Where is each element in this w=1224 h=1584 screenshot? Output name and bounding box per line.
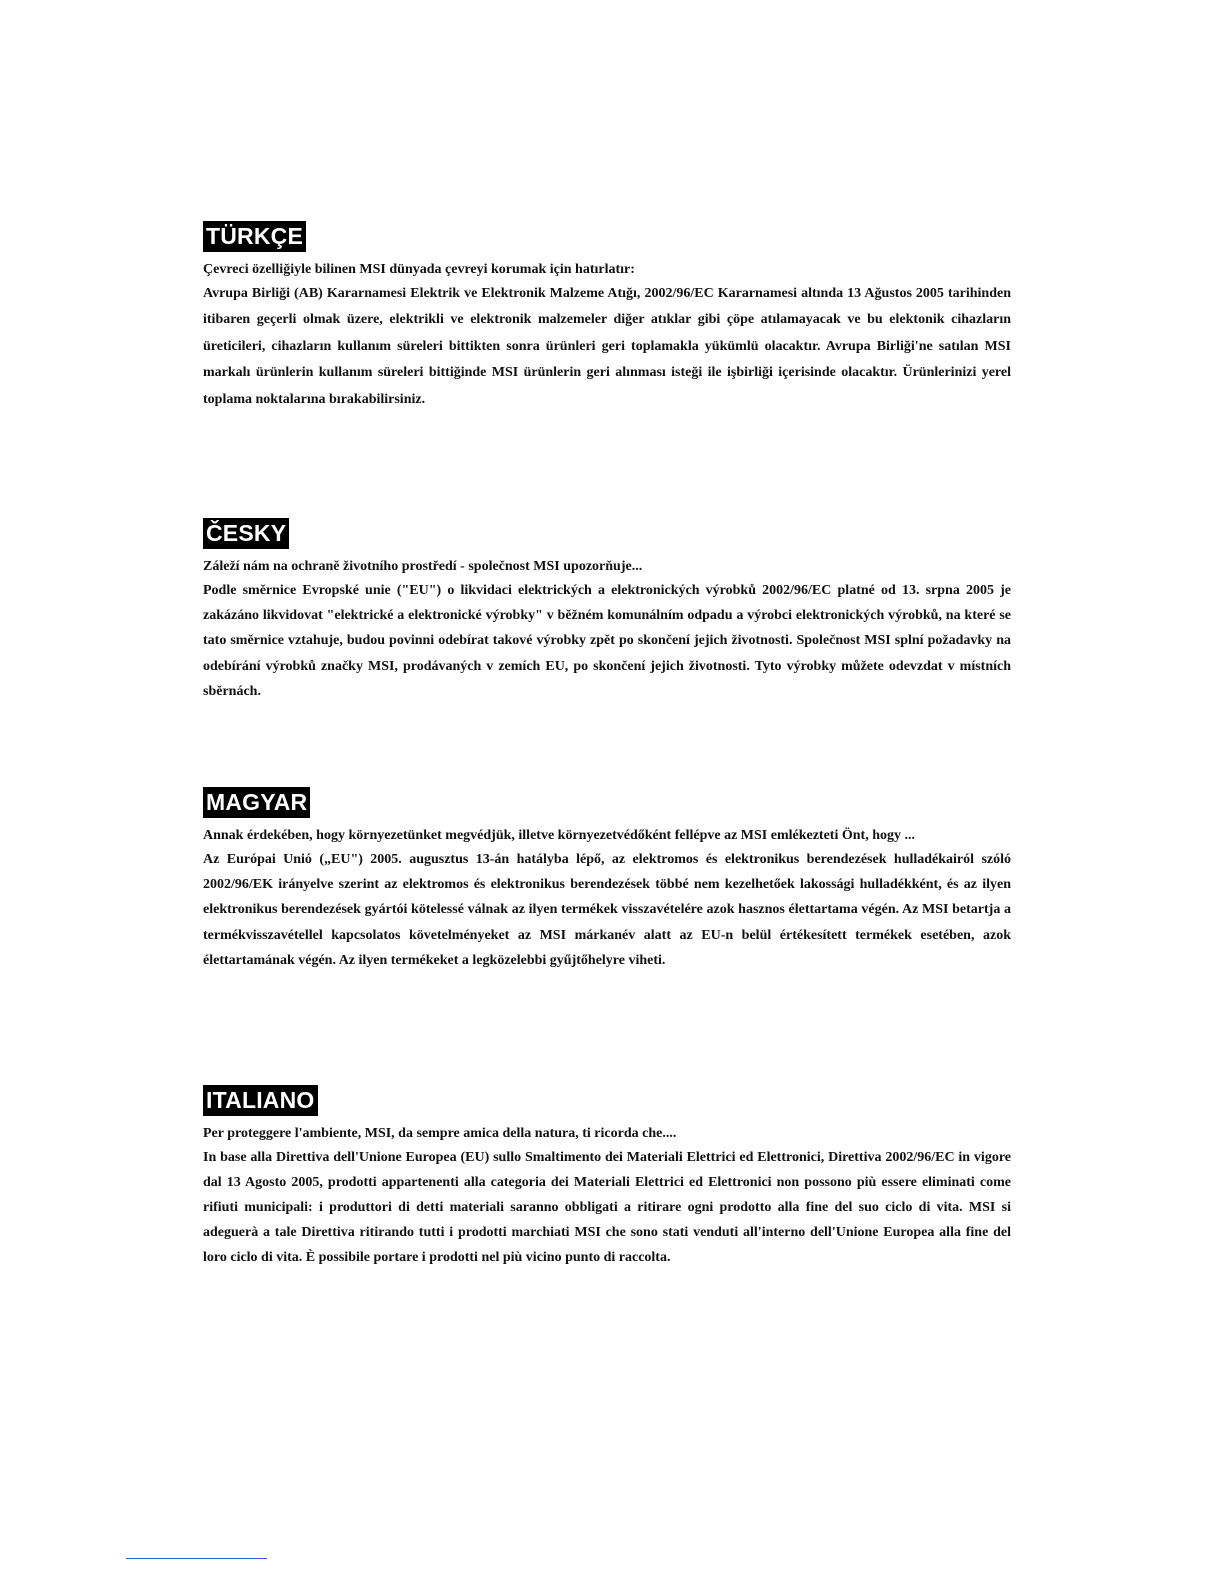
section-heading: ČESKY bbox=[203, 518, 289, 549]
section-body: Az Európai Unió („EU") 2005. augusztus 13-án hatályba lépő, az elektromos és elektronikus berendezések hulladékairól szóló 2002/96/EK irányelve szerint az elektromos és elektronikus berendezések többé nem kezelhetőek lakossági hulladékként, és az ilyen elektronikus berendezések gyártói kötelessé válnak az ilyen termékek visszavételére azok hasznos élettartama végén. Az MSI betartja a termékvisszavétellel kapcsolatos követelményeket az MSI márkanév alatt az EU-n belül értékesített termékek esetében, azok élettartamának végén. Az ilyen termékeket a legközelebbi gyűjtőhelyre viheti. bbox=[203, 852, 1011, 968]
section-heading: MAGYAR bbox=[203, 787, 310, 818]
section-intro: Çevreci özelliğiyle bilinen MSI dünyada çevreyi korumak için hatırlatır: bbox=[203, 262, 635, 277]
section-intro: Annak érdekében, hogy környezetünket megvédjük, illetve környezetvédőként fellépve az MSI emlékezteti Önt, hogy ... bbox=[203, 828, 915, 843]
section-heading: ITALIANO bbox=[203, 1085, 318, 1116]
section-italian bbox=[203, 1085, 1011, 1270]
section-body: In base alla Direttiva dell'Unione Europea (EU) sullo Smaltimento dei Materiali Elettrici ed Elettronici, Direttiva 2002/96/EC in vigore dal 13 Agosto 2005, prodotti appartenenti alla categoria dei Materiali Elettrici ed Elettronici non possono più essere eliminati come rifiuti municipali: i produttori di detti materiali saranno obbligati a ritirare ogni prodotto alla fine del suo ciclo di vita. MSI si adeguerà a tale Direttiva ritirando tutti i prodotti marchiati MSI che sono stati venduti all'interno dell'Unione Europea alla fine del loro ciclo di vita. È possibile portare i prodotti nel più vicino punto di raccolta. bbox=[203, 1150, 1011, 1265]
footnote-separator bbox=[126, 1558, 267, 1559]
section-intro: Per proteggere l'ambiente, MSI, da sempre amica della natura, ti ricorda che.... bbox=[203, 1126, 677, 1141]
section-body: Podle směrnice Evropské unie ("EU") o likvidaci elektrických a elektronických výrobků 2002/96/EC platné od 13. srpna 2005 je zakázáno likvidovat "elektrické a elektronické výrobky" v běžném komunálním odpadu a výrobci elektronických výrobků, na které se tato směrnice vztahuje, budou povinni odebírat takové výrobky zpět po skončení jejich životnosti. Společnost MSI splní požadavky na odebírání výrobků značky MSI, prodávaných v zemích EU, po skončení jejich životnosti. Tyto výrobky můžete odevzdat v místních sběrnách. bbox=[203, 583, 1011, 699]
section-hungarian bbox=[203, 787, 1011, 973]
section-czech bbox=[203, 518, 1011, 704]
section-turkish bbox=[203, 221, 1011, 413]
section-intro: Záleží nám na ochraně životního prostředí - společnost MSI upozorňuje... bbox=[203, 559, 643, 574]
section-heading: TÜRKÇE bbox=[203, 221, 306, 252]
section-body: Avrupa Birliği (AB) Kararnamesi Elektrik ve Elektronik Malzeme Atığı, 2002/96/EC Kararnamesi altında 13 Ağustos 2005 tarihinden itibaren geçerli olmak üzere, elektrikli ve elektronik malzemeler diğer atıklar gibi çöpe atılamayacak ve bu elektonik cihazların üreticileri, cihazların kullanım süreleri bittikten sonra ürünleri geri toplamakla yükümlü olacaktır. Avrupa Birliği'ne satılan MSI markalı ürünlerin kullanım süreleri bittiğinde MSI ürünlerin geri alınması isteği ile işbirliği içerisinde olacaktır. Ürünlerinizi yerel toplama noktalarına bırakabilirsiniz. bbox=[203, 286, 1011, 407]
